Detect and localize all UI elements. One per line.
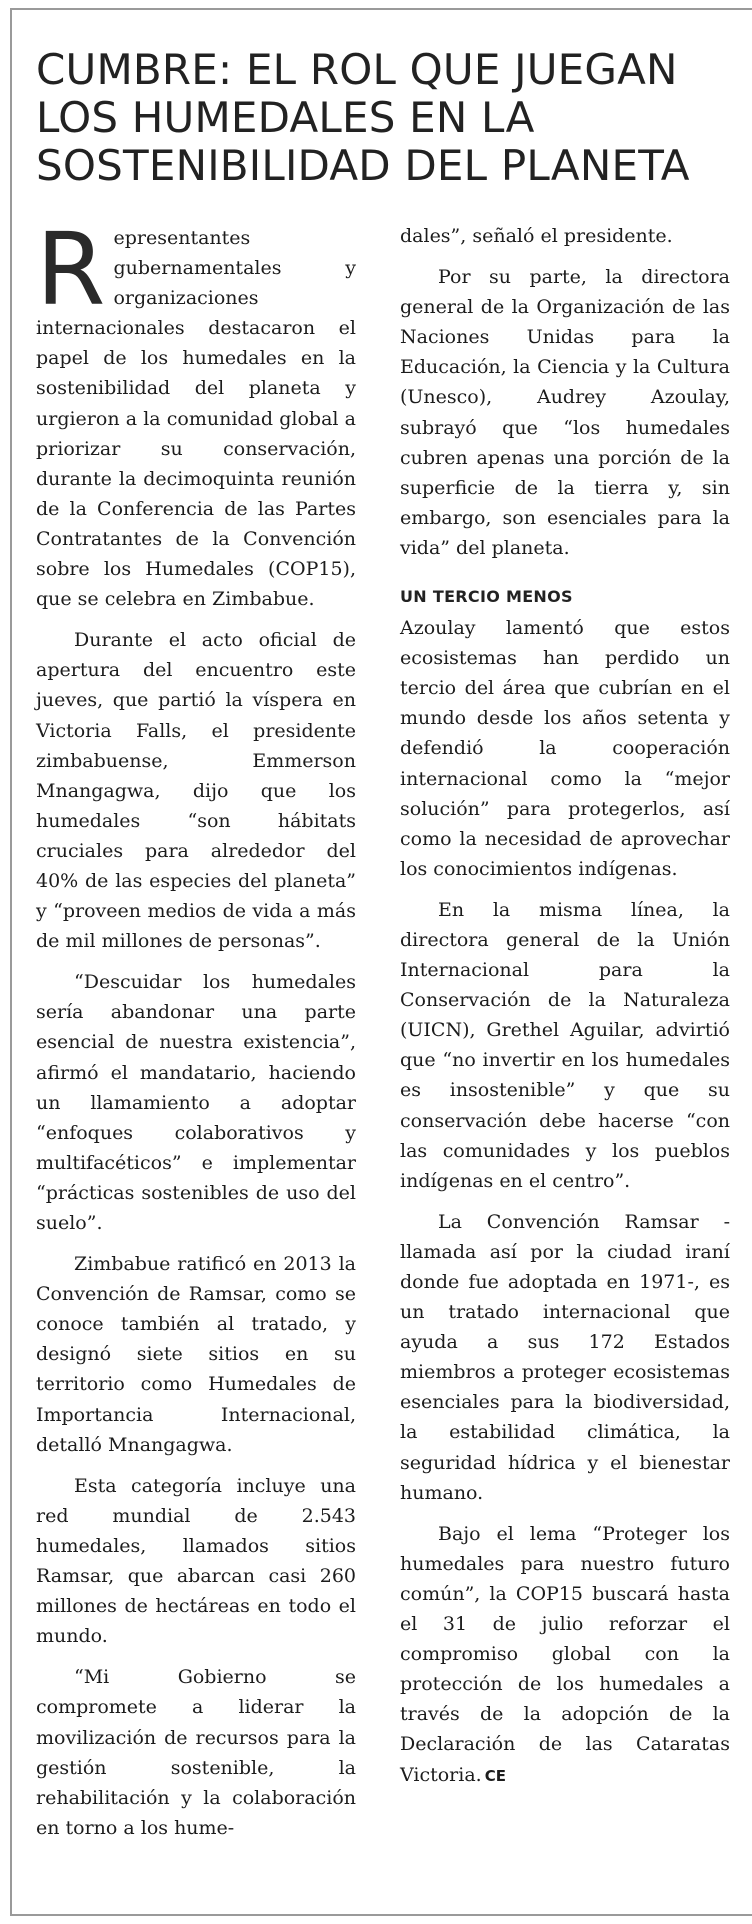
paragraph-final bbox=[400, 1519, 730, 1791]
paragraph: Azoulay lamentó que estos ecosistemas han perdido un tercio del área que cubrían en el mundo desde los años setenta y defendió la cooperación internacional como la “mejor solución” para protegerlos, así como la necesidad de aprovechar los conocimientos indígenas. bbox=[400, 617, 730, 880]
paragraph: Durante el acto oficial de apertura del encuentro este jueves, que partió la víspera en Victoria Falls, el presidente zimbabuense, Emmerson Mnangagwa, dijo que los humedales “son hábitats cruciales para alrededor del 40% de las especies del planeta” y “proveen medios de vida a más de mil millones de personas”. bbox=[36, 629, 356, 953]
article-column-right bbox=[400, 221, 730, 1802]
headline-line-3: SOSTENIBILIDAD DEL PLANETA bbox=[36, 141, 690, 190]
paragraph-intro-text: epresentantes gubernamentales y organizaciones internacionales destacaron el papel de los humedales en la sostenibilidad del planeta y urgieron a la comunidad global a priorizar su conservación, durante la decimoquinta reunión de la Conferencia de las Partes Contratantes de la Convención sobre los Humedales (COP15), que se celebra en Zimbabue. bbox=[36, 227, 356, 611]
article-column-left bbox=[36, 211, 356, 1854]
paragraph: Esta categoría incluye una red mundial de 2.543 humedales, llamados sitios Ramsar, que abarcan casi 260 millones de hectáreas en todo el mundo. bbox=[36, 1474, 356, 1648]
top-border-rule bbox=[10, 8, 752, 10]
headline-line-2: LOS HUMEDALES EN LA bbox=[36, 93, 535, 142]
paragraph: “Descuidar los humedales sería abandonar una parte esencial de nuestra existencia”, afirmó el mandatario, haciendo un llamamiento a adoptar “enfoques colaborativos y multifacéticos” e implementar “prácticas sostenibles de uso del suelo”. bbox=[36, 971, 356, 1234]
paragraph: En la misma línea, la directora general de la Unión Internacional para la Conservación de la Naturaleza (UICN), Grethel Aguilar, advirtió que “no invertir en los humedales es insostenible” y que su conservación debe hacerse “con las comunidades y los pueblos indígenas en el centro”. bbox=[400, 898, 730, 1192]
paragraph: Zimbabue ratificó en 2013 la Convención de Ramsar, como se conoce también al tratado, y designó siete sitios en su territorio como Humedales de Importancia Internacional, detalló Mnangagwa. bbox=[36, 1253, 356, 1456]
bottom-border-rule bbox=[10, 1914, 752, 1916]
left-border-rule bbox=[10, 8, 12, 1916]
paragraph-continuation: dales”, señaló el presidente. bbox=[400, 225, 673, 247]
end-mark-icon: CE bbox=[484, 1766, 506, 1785]
paragraph-intro bbox=[36, 211, 356, 614]
paragraph-final-text: Bajo el lema “Proteger los humedales para nuestro futuro común”, la COP15 buscará hasta el 31 de julio reforzar el compromiso global con la protección de los humedales a través de la adopción de la Declaración de las Cataratas Victoria. bbox=[400, 1522, 730, 1786]
headline-line-1: CUMBRE: EL ROL QUE JUEGAN bbox=[36, 45, 678, 94]
paragraph: La Convención Ramsar -llamada así por la ciudad iraní donde fue adoptada en 1971-, es un tratado internacional que ayuda a sus 172 Estados miembros a proteger ecosistemas esenciales para la biodiversidad, la estabilidad climática, la seguridad hídrica y el bienestar humano. bbox=[400, 1210, 730, 1504]
paragraph: Por su parte, la directora general de la Organización de las Naciones Unidas para la Educación, la Ciencia y la Cultura (Unesco), Audrey Azoulay, subrayó que “los humedales cubren apenas una porción de la superficie de la tierra y, sin embargo, son esenciales para la vida” del planeta. bbox=[400, 266, 730, 559]
article-headline bbox=[36, 46, 736, 190]
drop-cap: R bbox=[36, 211, 106, 328]
section-subhead: UN TERCIO MENOS bbox=[400, 587, 573, 607]
paragraph: “Mi Gobierno se compromete a liderar la movilización de recursos para la gestión sostenible, la rehabilitación y la colaboración en torno a los hume- bbox=[36, 1666, 356, 1839]
